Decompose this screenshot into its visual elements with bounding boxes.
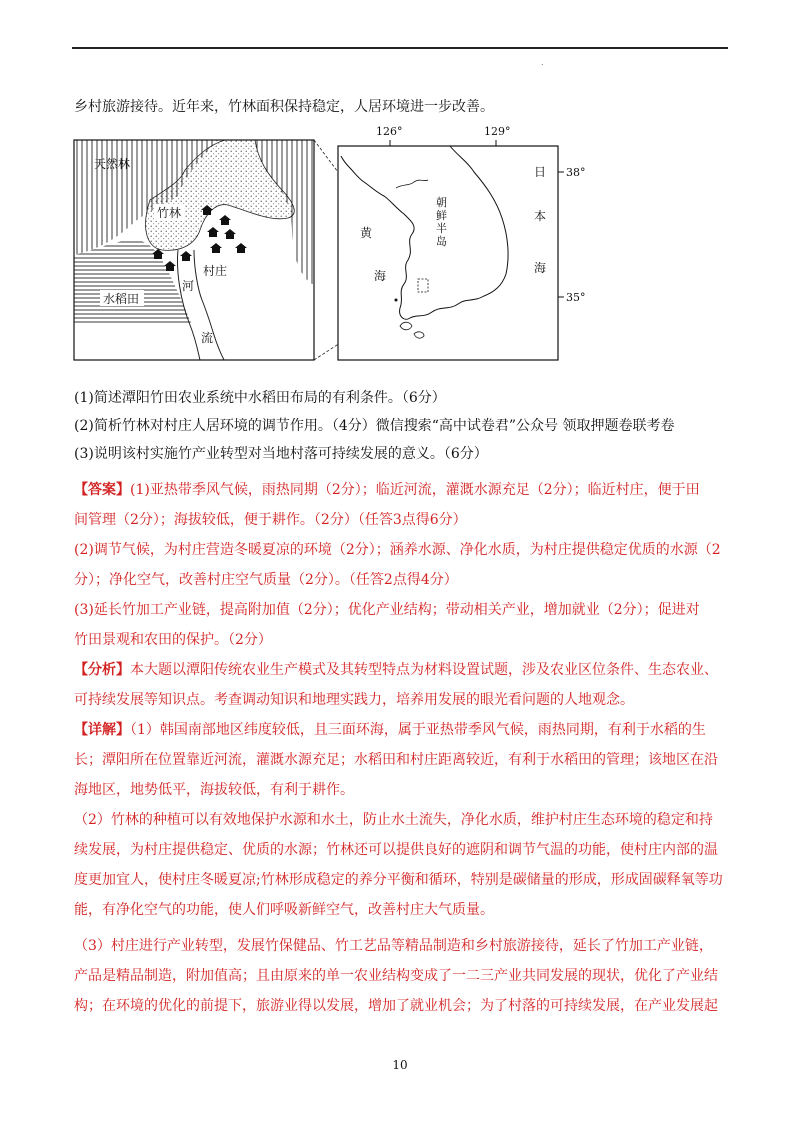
detail-line-10: 构；在环境的优化的前提下，旅游业得以发展，增加了就业机会；为了村落的可持续发展，在产业发展起	[74, 998, 718, 1014]
detail-line-7: 能，有净化空气的功能，使人们呼吸新鲜空气，改善村庄大气质量。	[74, 902, 494, 918]
korea-location-map	[338, 125, 586, 360]
label-bamboo: 竹林	[157, 206, 182, 220]
page-number: 10	[392, 1058, 408, 1072]
answer-line-2: 间管理（2分）；海拔较低，便于耕作。（2分）（任答3点得6分）	[74, 512, 467, 528]
detail-line-2: 长；潭阳所在位置靠近河流，灌溉水源充足；水稻田和村庄距离较近，有利于水稻田的管理；该地区在沿	[74, 752, 718, 768]
label-river-2: 流	[201, 331, 214, 345]
label-peninsula-4: 岛	[436, 235, 447, 248]
label-lon-129: 129°	[484, 125, 511, 138]
answer-line-5: (3)延长竹加工产业链，提高附加值（2分）；优化产业结构；带动相关产业，增加就业（2分）；促进对	[74, 602, 700, 618]
label-peninsula-2: 鲜	[436, 209, 447, 222]
detail-line-4: （2）竹林的种植可以有效地保护水源和水土，防止水土流失，净化水质，维护村庄生态环境的稳定和持	[74, 812, 713, 828]
question-1: (1)简述潭阳竹田农业系统中水稻田布局的有利条件。（6分）	[74, 390, 446, 406]
answer-tag: 【答案】	[74, 482, 130, 498]
label-sea-japan-2: 本	[534, 209, 547, 223]
intro-text: 乡村旅游接待。近年来，竹林面积保持稳定，人居环境进一步改善。	[74, 99, 494, 115]
answer-line-1: 【答案】(1)亚热带季风气候，雨热同期（2分）；临近河流，灌溉水源充足（2分）；临近村庄，便于田	[74, 482, 700, 498]
label-peninsula-3: 半	[436, 222, 447, 235]
label-yellow-sea-2: 海	[374, 269, 387, 283]
label-lon-126: 126°	[376, 125, 403, 138]
label-lat-38: 38°	[566, 166, 586, 179]
label-village: 村庄	[203, 264, 228, 278]
detail-line-5: 续发展，为村庄提供稳定、优质的水源；竹林还可以提供良好的遮阴和调节气温的功能，使村庄内部的温	[74, 842, 718, 858]
label-sea-japan-1: 日	[534, 165, 547, 179]
question-2: (2)简析竹林对村庄人居环境的调节作用。（4分）微信搜索“高中试卷君”公众号 领取押题卷联考卷	[74, 418, 675, 434]
label-lat-35: 35°	[566, 291, 586, 304]
answer-line-4: 分）；净化空气，改善村庄空气质量（2分）。（任答2点得4分）	[74, 572, 458, 588]
korea-map-frame	[338, 146, 558, 360]
detail-line-6: 度更加宜人，使村庄冬暖夏凉;竹林形成稳定的养分平衡和循环，特别是碳储量的形成，形成固碳释氧等功	[74, 872, 723, 888]
analysis-line-2: 可持续发展等知识点。考查调动知识和地理实践力，培养用发展的眼光看问题的人地观念。	[74, 692, 634, 708]
detail-line-9: 产品是精品制造，附加值高；且由原来的单一农业结构变成了一二三产业共同发展的现状，优化了产业结	[74, 968, 718, 984]
label-natural-forest: 天然林	[94, 157, 131, 171]
detail-line-3: 海地区，地势低平，海拔较低，有利于耕作。	[74, 782, 354, 798]
detail-line-1: 【详解】（1）韩国南部地区纬度较低，且三面环海，属于亚热带季风气候，雨热同期，有利于水稻的生	[74, 722, 706, 738]
label-river-1: 河	[182, 279, 195, 293]
label-peninsula-1: 朝	[436, 196, 447, 209]
detail-tag: 【详解】	[74, 722, 130, 738]
analysis-line-1: 【分析】本大题以潭阳传统农业生产模式及其转型特点为材料设置试题，涉及农业区位条件、生态农业、	[74, 662, 718, 678]
label-sea-japan-3: 海	[534, 261, 547, 275]
header-dot: .	[541, 58, 544, 67]
question-3: (3)说明该村实施竹产业转型对当地村落可持续发展的意义。（6分）	[74, 446, 488, 462]
detail-line-8: （3）村庄进行产业转型，发展竹保健品、竹工艺品等精品制造和乡村旅游接待，延长了竹加工产业链，	[74, 938, 713, 954]
label-paddy: 水稻田	[103, 292, 140, 306]
answer-line-3: (2)调节气候，为村庄营造冬暖夏凉的环境（2分）；涵养水源、净化水质，为村庄提供稳定优质的水源（2	[74, 542, 721, 558]
answer-line-6: 竹田景观和农田的保护。（2分）	[74, 632, 272, 648]
analysis-tag: 【分析】	[74, 662, 130, 678]
village-land-use-map	[74, 140, 314, 360]
island-dot	[395, 299, 398, 302]
figure	[0, 0, 800, 370]
label-yellow-sea-1: 黄	[360, 226, 373, 240]
